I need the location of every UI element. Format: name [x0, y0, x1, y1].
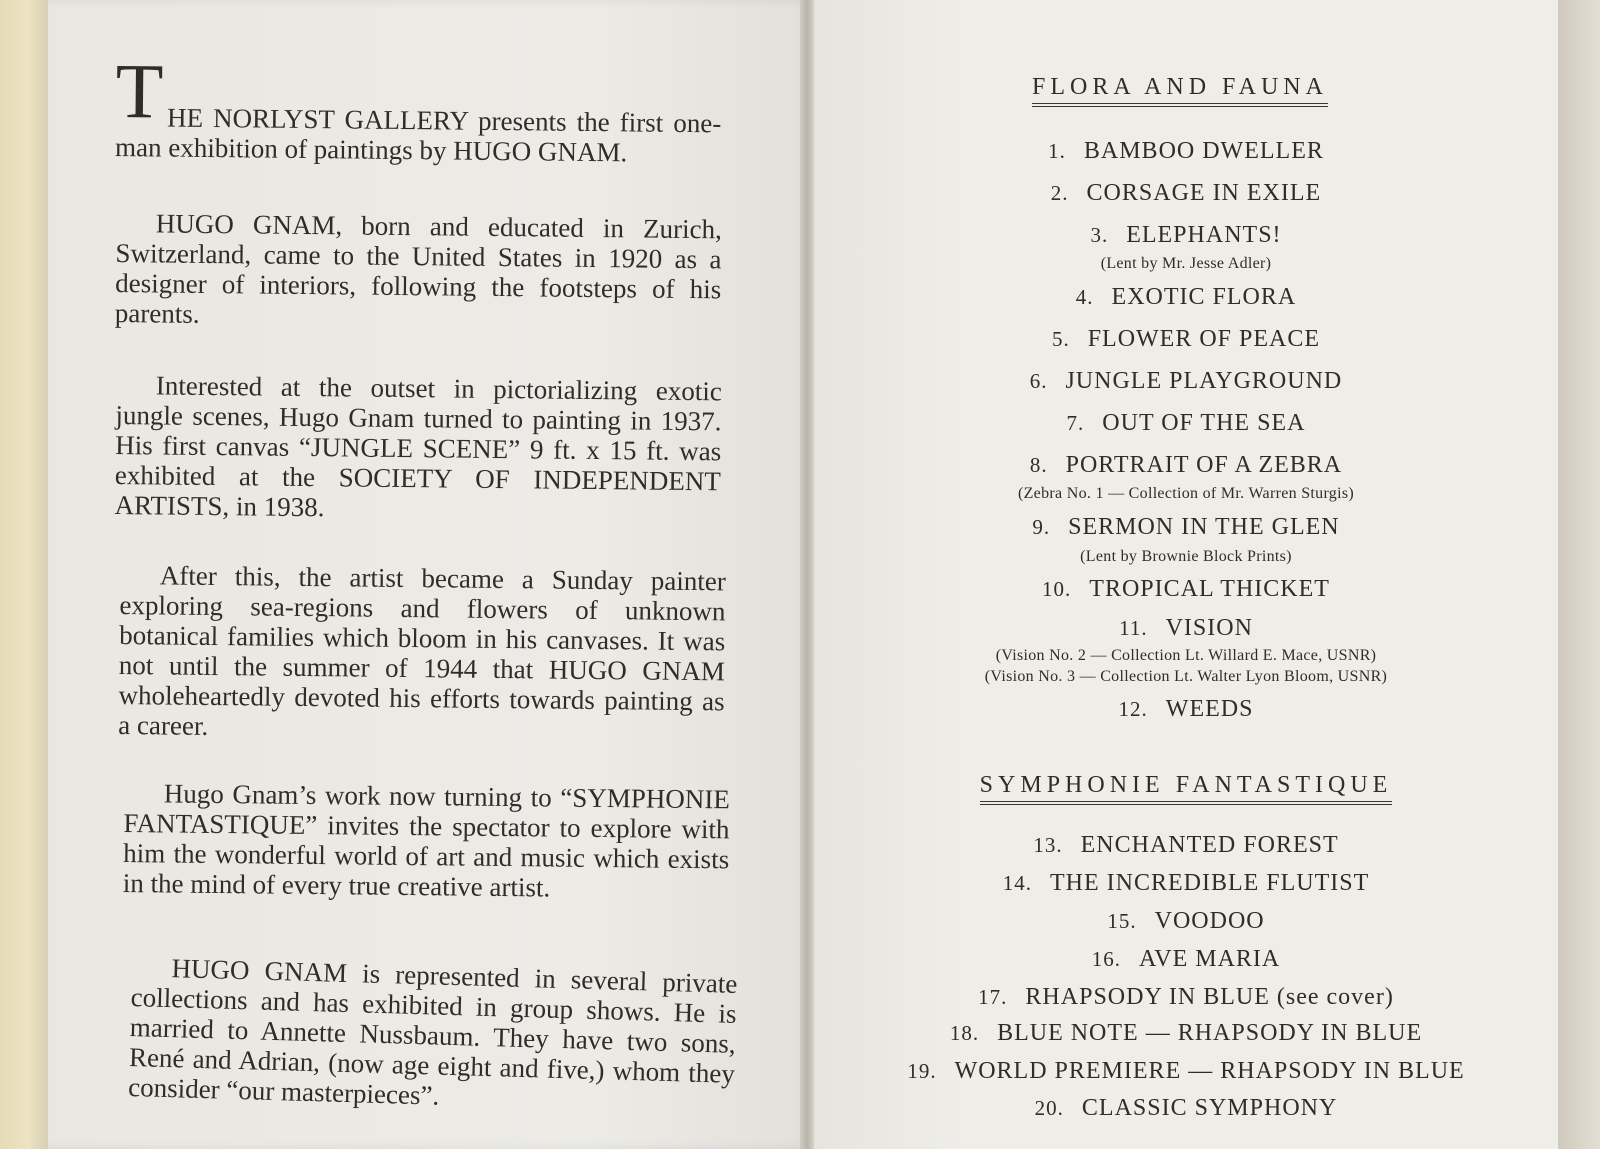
- symphonie-paragraph: [123, 778, 730, 904]
- catalog-item: 7. OUT OF THE SEA: [1066, 410, 1306, 436]
- catalog-item: 8. PORTRAIT OF A ZEBRA: [1029, 452, 1343, 478]
- left-page: [48, 0, 810, 1149]
- catalog-item: 12. WEEDS: [1118, 696, 1254, 722]
- page-gutter: [800, 0, 814, 1149]
- right-page: [814, 0, 1558, 1149]
- catalog-item: 17. RHAPSODY IN BLUE (see cover): [978, 984, 1394, 1010]
- catalog-item: 11. VISION: [1119, 615, 1253, 641]
- catalog-item: 18. BLUE NOTE — RHAPSODY IN BLUE: [949, 1020, 1423, 1046]
- background-edge-right: [1558, 0, 1600, 1149]
- dropcap-letter: T: [115, 47, 164, 135]
- career-text: Interested at the outset in pictorializing exotic jungle scenes, Hugo Gnam turned to painting in 1937. His first canvas “JUNGLE SCENE” 9 ft. x 15 ft. was exhibited at the SOCIETY OF INDEPENDENT ARTISTS, in 1938.: [114, 370, 722, 523]
- sunday-painter-text: After this, the artist became a Sunday painter exploring sea-regions and flowers of unknown botanical families which bloom in his canvases. It was not until the summer of 1944 that HUGO GNAM wholeheartedly devoted his efforts towards painting as a career.: [118, 560, 726, 741]
- catalog-note: (Vision No. 3 — Collection Lt. Walter Lyon Bloom, USNR): [984, 668, 1388, 685]
- catalog-item: 16. AVE MARIA: [1091, 946, 1281, 972]
- catalog-item: 13. ENCHANTED FOREST: [1033, 832, 1339, 858]
- catalog-item: 14. THE INCREDIBLE FLUTIST: [1002, 870, 1370, 896]
- intro-paragraph: [114, 47, 722, 168]
- background-edge-left: [0, 0, 48, 1149]
- catalog-item: 1. BAMBOO DWELLER: [1048, 138, 1324, 164]
- biography-paragraph: [115, 208, 722, 334]
- section-heading-symphonie: SYMPHONIE FANTASTIQUE: [814, 772, 1558, 805]
- family-paragraph: [128, 952, 738, 1119]
- catalog-item: 10. TROPICAL THICKET: [1042, 576, 1330, 602]
- catalog-item: 5. FLOWER OF PEACE: [1051, 326, 1321, 352]
- catalog-note: (Zebra No. 1 — Collection of Mr. Warren Sturgis): [1017, 485, 1355, 502]
- biography-text: HUGO GNAM, born and educated in Zurich, Switzerland, came to the United States in 1920 as a designer of interiors, following the footsteps of his parents.: [114, 208, 722, 329]
- career-paragraph: [114, 370, 722, 526]
- catalog-item: 15. VOODOO: [1107, 908, 1265, 934]
- catalog-item: 2. CORSAGE IN EXILE: [1050, 180, 1322, 206]
- symphonie-text: Hugo Gnam’s work now turning to “SYMPHONIE FANTASTIQUE” invites the spectator to explore with him the wonderful world of art and music which exists in the mind of every true creative artist.: [122, 778, 730, 903]
- catalog-note: (Vision No. 2 — Collection Lt. Willard E. Mace, USNR): [995, 647, 1377, 664]
- intro-text: HE NORLYST GALLERY presents the first one-man exhibition of paintings by HUGO GNAM.: [114, 102, 722, 168]
- family-text: HUGO GNAM is represented in several private collections and has exhibited in group shows. He is married to Annette Nussbaum. They have two sons, René and Adrian, (now age eight and five,) whom they consider “our masterpieces”.: [127, 953, 738, 1111]
- catalog-note: (Lent by Brownie Block Prints): [1080, 548, 1292, 565]
- catalog-item: 3. ELEPHANTS!: [1090, 222, 1282, 248]
- catalog-item: 19. WORLD PREMIERE — RHAPSODY IN BLUE: [907, 1058, 1465, 1084]
- catalog-item: 6. JUNGLE PLAYGROUND: [1029, 368, 1343, 394]
- catalog-item: 9. SERMON IN THE GLEN: [1032, 514, 1340, 540]
- section-heading-flora-fauna: FLORA AND FAUNA: [808, 74, 1552, 107]
- sunday-painter-paragraph: [118, 560, 726, 746]
- catalog-item: 4. EXOTIC FLORA: [1075, 284, 1297, 310]
- catalog-item: 20. CLASSIC SYMPHONY: [1034, 1095, 1338, 1121]
- catalog-note: (Lent by Mr. Jesse Adler): [1100, 255, 1272, 272]
